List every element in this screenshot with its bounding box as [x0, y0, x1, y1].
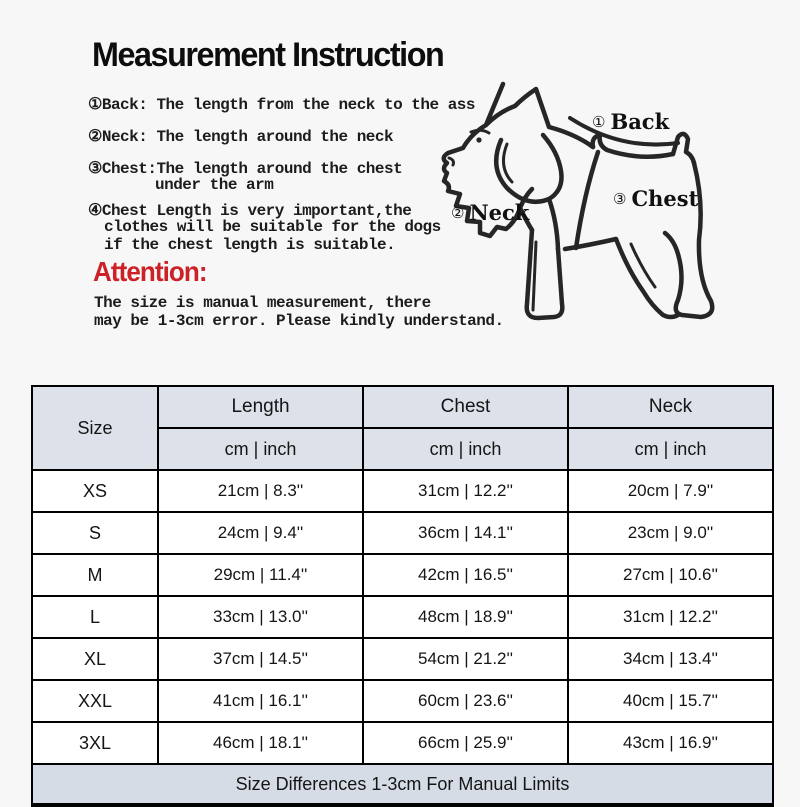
- size-table: [31, 385, 774, 807]
- diagram-label-back: [592, 109, 669, 134]
- unit-cell: cm | inch: [158, 428, 363, 470]
- attention-line2: may be 1-3cm error. Please kindly understand.: [94, 312, 504, 330]
- length-cell: 46cm | 18.1'': [158, 722, 363, 764]
- instruction-text: Chest Length is very important,the: [101, 202, 412, 220]
- circled-number: ②: [451, 204, 465, 222]
- header-cell-size: Size: [32, 386, 158, 470]
- page-title: Measurement Instruction: [92, 36, 444, 74]
- instruction-item-neck: [88, 126, 393, 146]
- chest-cell: 60cm | 23.6'': [363, 680, 568, 722]
- neck-cell: 43cm | 16.9'': [568, 722, 773, 764]
- header-cell-chest: Chest: [363, 386, 568, 428]
- table-row: [32, 554, 773, 596]
- length-cell: 41cm | 16.1'': [158, 680, 363, 722]
- size-cell: XS: [32, 470, 158, 512]
- table-row: [32, 470, 773, 512]
- table-row: [32, 596, 773, 638]
- table-header-row: [32, 386, 773, 428]
- length-cell: 24cm | 9.4'': [158, 512, 363, 554]
- table-row: [32, 680, 773, 722]
- chest-cell: 42cm | 16.5'': [363, 554, 568, 596]
- neck-cell: 40cm | 15.7'': [568, 680, 773, 722]
- instruction-item-chest: [88, 158, 402, 178]
- chest-cell: 31cm | 12.2'': [363, 470, 568, 512]
- length-cell: 37cm | 14.5'': [158, 638, 363, 680]
- table-row: [32, 722, 773, 764]
- circled-number: ④: [88, 202, 102, 220]
- table-row: [32, 638, 773, 680]
- circled-number: ①: [88, 96, 102, 114]
- dog-eye: [476, 137, 481, 142]
- header-cell-length: Length: [158, 386, 363, 428]
- length-cell: 29cm | 11.4'': [158, 554, 363, 596]
- unit-cell: cm | inch: [363, 428, 568, 470]
- chest-cell: 66cm | 25.9'': [363, 722, 568, 764]
- chest-measure-line: [576, 152, 598, 248]
- unit-cell: cm | inch: [568, 428, 773, 470]
- length-cell: 33cm | 13.0'': [158, 596, 363, 638]
- instruction-item-back: [88, 94, 475, 114]
- length-cell: 21cm | 8.3'': [158, 470, 363, 512]
- neck-cell: 34cm | 13.4'': [568, 638, 773, 680]
- label-text: Back: [610, 109, 670, 134]
- circled-number: ①: [592, 113, 606, 131]
- size-cell: M: [32, 554, 158, 596]
- chest-cell: 54cm | 21.2'': [363, 638, 568, 680]
- size-cell: XXL: [32, 680, 158, 722]
- instruction-text: Chest:The length around the chest: [101, 160, 403, 178]
- size-cell: L: [32, 596, 158, 638]
- size-cell: 3XL: [32, 722, 158, 764]
- instruction-item-chest-line2: under the arm: [155, 176, 274, 194]
- header-cell-neck: Neck: [568, 386, 773, 428]
- circled-number: ②: [88, 128, 102, 146]
- chest-cell: 48cm | 18.9'': [363, 596, 568, 638]
- attention-line1: The size is manual measurement, there: [94, 294, 431, 312]
- size-cell: XL: [32, 638, 158, 680]
- label-text: Chest: [631, 186, 699, 211]
- circled-number: ③: [88, 160, 102, 178]
- instruction-item-chest-length: [88, 200, 411, 220]
- instruction-text: Back: The length from the neck to the ass: [101, 96, 476, 114]
- table-footer-row: [32, 764, 773, 805]
- chest-cell: 36cm | 14.1'': [363, 512, 568, 554]
- instruction-item-chest-length-line2: clothes will be suitable for the dogs: [104, 218, 441, 236]
- table-footer-note: Size Differences 1-3cm For Manual Limits: [32, 764, 773, 805]
- neck-cell: 23cm | 9.0'': [568, 512, 773, 554]
- diagram-label-chest: [613, 186, 698, 211]
- label-text: Neck: [469, 200, 530, 225]
- attention-title: Attention:: [93, 256, 207, 287]
- instruction-text: Neck: The length around the neck: [101, 128, 394, 146]
- circled-number: ③: [613, 190, 627, 208]
- diagram-label-neck: [451, 200, 529, 225]
- neck-cell: 27cm | 10.6'': [568, 554, 773, 596]
- neck-cell: 31cm | 12.2'': [568, 596, 773, 638]
- size-cell: S: [32, 512, 158, 554]
- neck-cell: 20cm | 7.9'': [568, 470, 773, 512]
- instruction-item-chest-length-line3: if the chest length is suitable.: [104, 236, 396, 254]
- table-row: [32, 512, 773, 554]
